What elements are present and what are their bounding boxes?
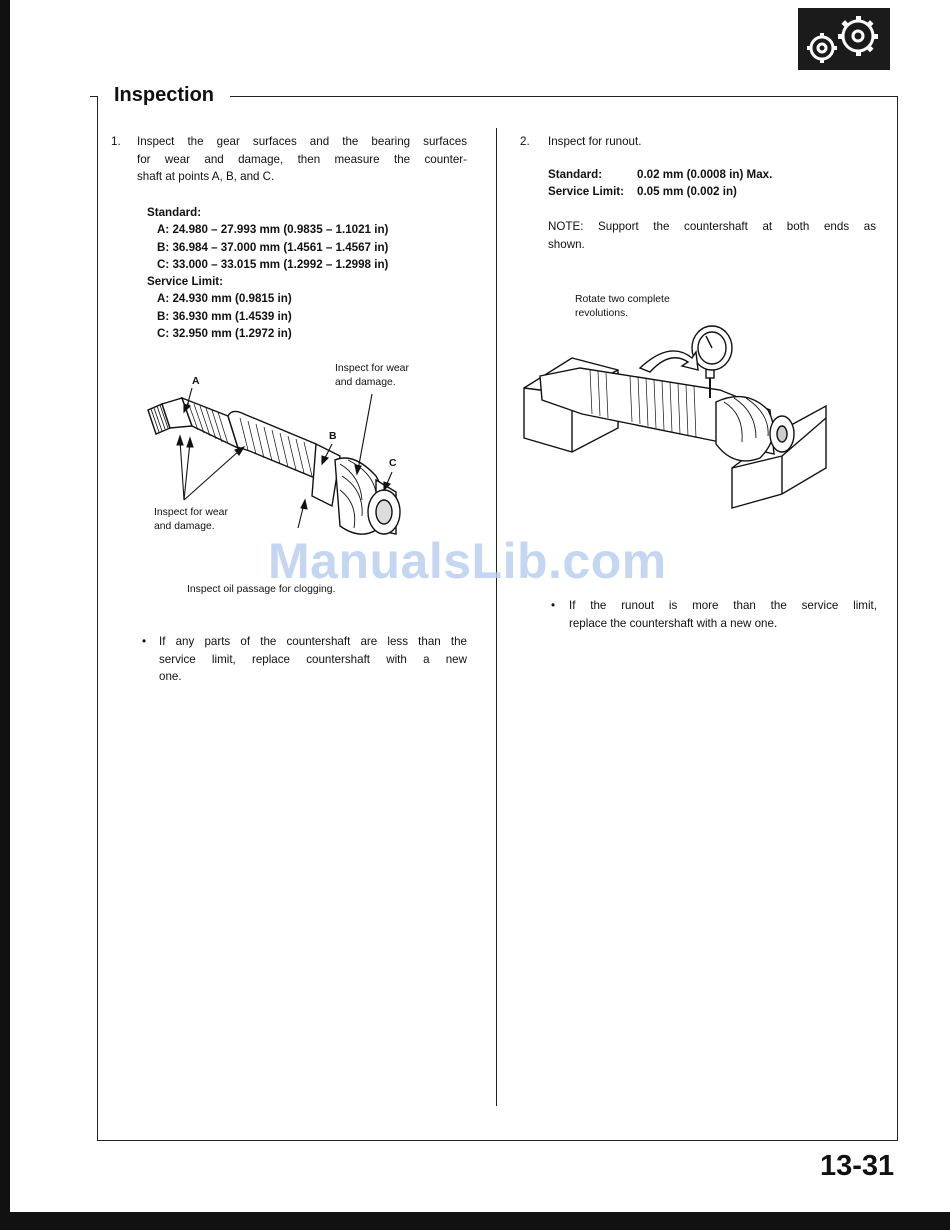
note-line: NOTE: Support the countershaft at both ends as xyxy=(548,220,876,233)
callout-line: Inspect for wear xyxy=(335,363,409,374)
point-c-label: C xyxy=(389,458,397,469)
runout-limit-value: 0.05 mm (0.002 in) xyxy=(637,185,737,198)
bullet2-line: If the runout is more than the service limit, xyxy=(569,599,877,612)
support-note xyxy=(548,218,876,253)
standard-values xyxy=(157,221,388,274)
limit-value-c: C: 32.950 mm (1.2972 in) xyxy=(157,327,292,341)
rotate-line: revolutions. xyxy=(575,308,629,319)
runout-standard-label: Standard: xyxy=(548,168,603,181)
step1-line: for wear and damage, then measure the counter- xyxy=(137,152,467,166)
callout-line: and damage. xyxy=(335,377,396,388)
page-number: 13-31 xyxy=(820,1150,895,1182)
bullet1-text xyxy=(159,633,467,686)
step1-text xyxy=(137,133,467,186)
frame-top-rule xyxy=(230,96,897,97)
note-line: shown. xyxy=(548,237,585,251)
runout-limit-label: Service Limit: xyxy=(548,185,625,198)
watermark: ManualsLib.com xyxy=(268,533,667,589)
scan-edge-left xyxy=(0,0,10,1230)
service-limit-values xyxy=(157,290,292,343)
bullet1-line: one. xyxy=(159,670,182,684)
standard-value-a: A: 24.980 – 27.993 mm (0.9835 – 1.1021 in) xyxy=(157,223,389,236)
callout-line: Inspect for wear xyxy=(154,507,228,518)
runout-standard-value: 0.02 mm (0.0008 in) Max. xyxy=(637,168,773,181)
bullet-symbol: • xyxy=(551,599,556,612)
step1-number: 1. xyxy=(111,135,121,148)
bullet1-line: If any parts of the countershaft are less than the xyxy=(159,635,467,648)
step1-line: Inspect the gear surfaces and the bearing surfaces xyxy=(137,135,467,148)
wear-callout-top xyxy=(335,362,409,390)
wear-callout-left xyxy=(154,506,228,534)
limit-value-a: A: 24.930 mm (0.9815 in) xyxy=(157,292,292,305)
section-title: Inspection xyxy=(114,84,215,106)
limit-value-b: B: 36.930 mm (1.4539 in) xyxy=(157,309,292,323)
point-a-label: A xyxy=(192,376,200,387)
column-divider xyxy=(496,128,497,1106)
oil-passage-callout: Inspect oil passage for clogging. xyxy=(187,584,336,595)
standard-value-c: C: 33.000 – 33.015 mm (1.2992 – 1.2998 in) xyxy=(157,258,389,272)
callout-line: and damage. xyxy=(154,521,215,532)
point-b-label: B xyxy=(329,431,337,442)
bullet2-line: replace the countershaft with a new one. xyxy=(569,616,778,630)
step1-line: shaft at points A, B, and C. xyxy=(137,170,275,184)
runout-setup-illustration xyxy=(520,318,840,518)
bullet2-text xyxy=(569,597,877,632)
bullet-symbol: • xyxy=(142,635,147,648)
standard-label: Standard: xyxy=(147,206,202,219)
service-limit-label: Service Limit: xyxy=(147,275,224,288)
gears-icon xyxy=(798,8,890,70)
bullet1-line: service limit, replace countershaft with a new xyxy=(159,652,467,666)
scan-edge-bottom xyxy=(0,1212,950,1230)
frame-corner-tick xyxy=(90,96,97,97)
rotate-line: Rotate two complete xyxy=(575,294,670,305)
standard-value-b: B: 36.984 – 37.000 mm (1.4561 – 1.4567 in) xyxy=(157,240,389,254)
step2-number: 2. xyxy=(520,135,530,148)
step2-text: Inspect for runout. xyxy=(548,135,642,148)
rotate-callout xyxy=(575,293,670,321)
